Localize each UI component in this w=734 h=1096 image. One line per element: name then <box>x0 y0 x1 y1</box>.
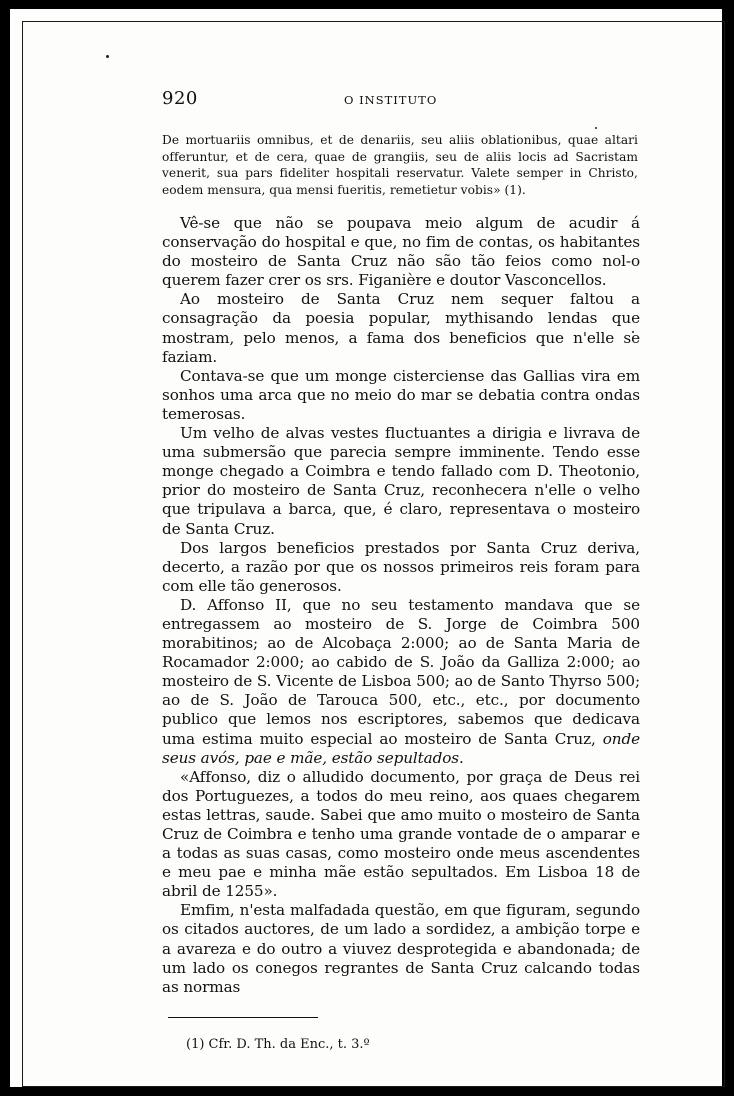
paragraph <box>162 596 640 768</box>
paragraph: Emfim, n'esta malfadada questão, em que figuram, segundo os citados auctores, de um lado a sordidez, a ambição torpe e a avareza e do outro a viuvez desprotegida e abandonada; de um lado os conegos regrantes de Santa Cruz calcando todas as normas <box>162 901 640 996</box>
body-text <box>162 214 640 997</box>
latin-quote: De mortuariis omnibus, et de denariis, seu aliis oblationibus, quae altari offeruntur, et de cera, quae de grangiis, seu de aliis locis ad Sacristam venerit, sua pars fideliter hospitali reservatur. Valete semper in Christo, eodem mensura, qua mensi fueritis, remetietur vobis» (1). <box>162 133 638 197</box>
paragraph: Dos largos beneficios prestados por Santa Cruz deriva, decerto, a razão por que os nossos primeiros reis foram para com elle tão generosos. <box>162 538 640 595</box>
running-head <box>162 88 640 118</box>
paragraph: «Affonso, diz o alludido documento, por graça de Deus rei dos Portuguezes, a todos do meu reino, aos quaes chegarem estas lettras, saude. Sabei que amo muito o mosteiro de Santa Cruz de Coimbra e tenho uma grande vontade de o amparar e a todas as suas casas, como mosteiro onde meus ascendentes e meu pae e minha mãe estão sepultados. Em Lisboa 18 de abril de 1255». <box>162 767 640 901</box>
paragraph: Ao mosteiro de Santa Cruz nem sequer faltou a consagração da poesia popular, mythisando lendas que mostram, pelo menos, a fama dos beneficios que n'elle se faziam. <box>162 290 640 366</box>
page-number: 920 <box>162 88 198 109</box>
journal-title: O INSTITUTO <box>344 93 438 107</box>
footnote-divider <box>168 1017 318 1018</box>
book-page <box>162 88 640 1052</box>
paragraph-text: D. Affonso II, que no seu testamento mandava que se entregassem ao mosteiro de S. Jorge de Coimbra 500 morabitinos; ao de Alcobaça 2:000; ao de Santa Maria de Rocamador 2:000; ao cabido de S. João da Galliza 2:000; ao mosteiro de S. Vicente de Lisboa 500; ao de Santo Thyrso 500; ao de S. João de Tarouca 500, etc., etc., por documento publico que lemos nos escriptores, sabemos que dedicava uma estima muito especial ao mosteiro de Santa Cruz, <box>162 595 640 748</box>
paragraph: Um velho de alvas vestes fluctuantes a dirigia e livrava de uma submersão que parecia sempre imminente. Tendo esse monge chegado a Coimbra e tendo fallado com D. Theotonio, prior do mosteiro de Santa Cruz, reconhecera n'elle o velho que tripulava a barca, que, é claro, representava o mosteiro de Santa Cruz. <box>162 424 640 538</box>
paragraph: Contava-se que um monge cisterciense das Gallias vira em sonhos uma arca que no meio do mar se debatia contra ondas temerosas. <box>162 366 640 423</box>
ink-speck <box>106 55 109 58</box>
paragraph-italic-text: onde seus avós, pae e mãe, estão sepultados. <box>162 729 641 767</box>
footnote: (1) Cfr. D. Th. da Enc., t. 3.º <box>186 1036 370 1052</box>
paragraph: Vê-se que não se poupava meio algum de acudir á conservação do hospital e que, no fim de contas, os habitantes do mosteiro de Santa Cruz não são tão feios como nol-o querem fazer crer os srs. Figanière e doutor Vasconcellos. <box>162 214 640 290</box>
